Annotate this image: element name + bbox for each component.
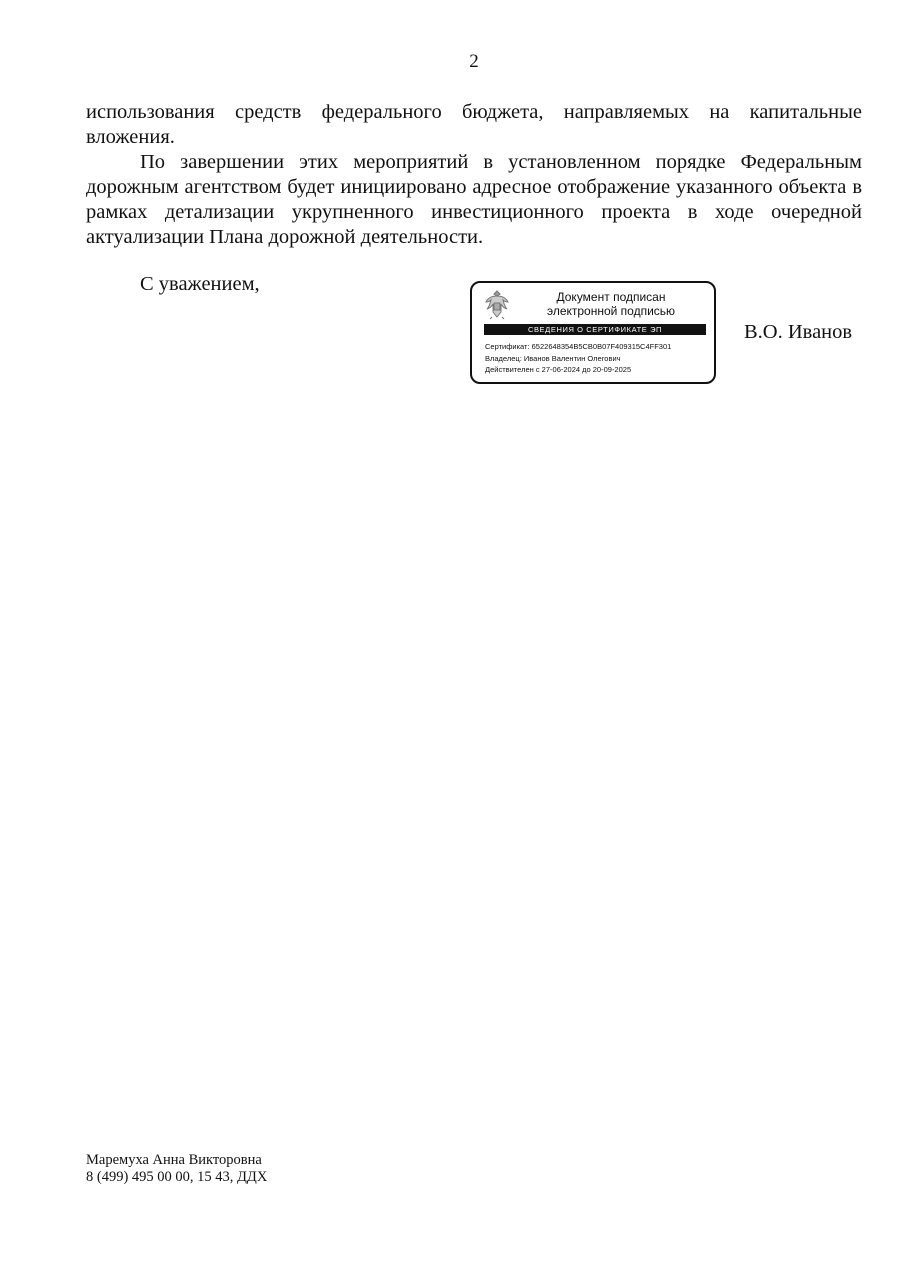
certificate-owner: Владелец: Иванов Валентин Олегович	[485, 353, 621, 363]
closing-phrase: С уважением,	[140, 273, 260, 295]
executor-phone: 8 (499) 495 00 00, 15 43, ДДХ	[86, 1169, 268, 1185]
letter-body	[86, 100, 862, 250]
certificate-validity: Действителен с 27-06-2024 до 20-09-2025	[485, 365, 632, 374]
certificate-details	[485, 341, 710, 376]
stamp-title	[516, 290, 706, 318]
body-paragraph-continuation: использования средств федерального бюджета, направляемых на капитальные вложения.	[86, 101, 862, 148]
signer-name: В.О. Иванов	[744, 321, 853, 343]
electronic-signature-stamp	[470, 281, 716, 384]
stamp-title-line: электронной подписью	[546, 304, 676, 318]
executor-info	[86, 1152, 267, 1186]
certificate-info-bar: СВЕДЕНИЯ О СЕРТИФИКАТЕ ЭП	[484, 324, 706, 335]
stamp-title-line: Документ подписан	[556, 290, 666, 304]
executor-name: Маремуха Анна Викторовна	[86, 1152, 262, 1168]
certificate-number: Сертификат: 6522648354B5CB0B07F409315C4FF301	[485, 342, 672, 351]
coat-of-arms-icon	[483, 288, 511, 320]
page-number: 2	[469, 51, 479, 72]
body-paragraph: По завершении этих мероприятий в установленном порядке Федеральным дорожным агентством будет инициировано адресное отображение указанного объекта в рамках детализации укрупненного инвестиционного проекта в ходе очередной актуализации Плана дорожной деятельности.	[86, 151, 862, 248]
